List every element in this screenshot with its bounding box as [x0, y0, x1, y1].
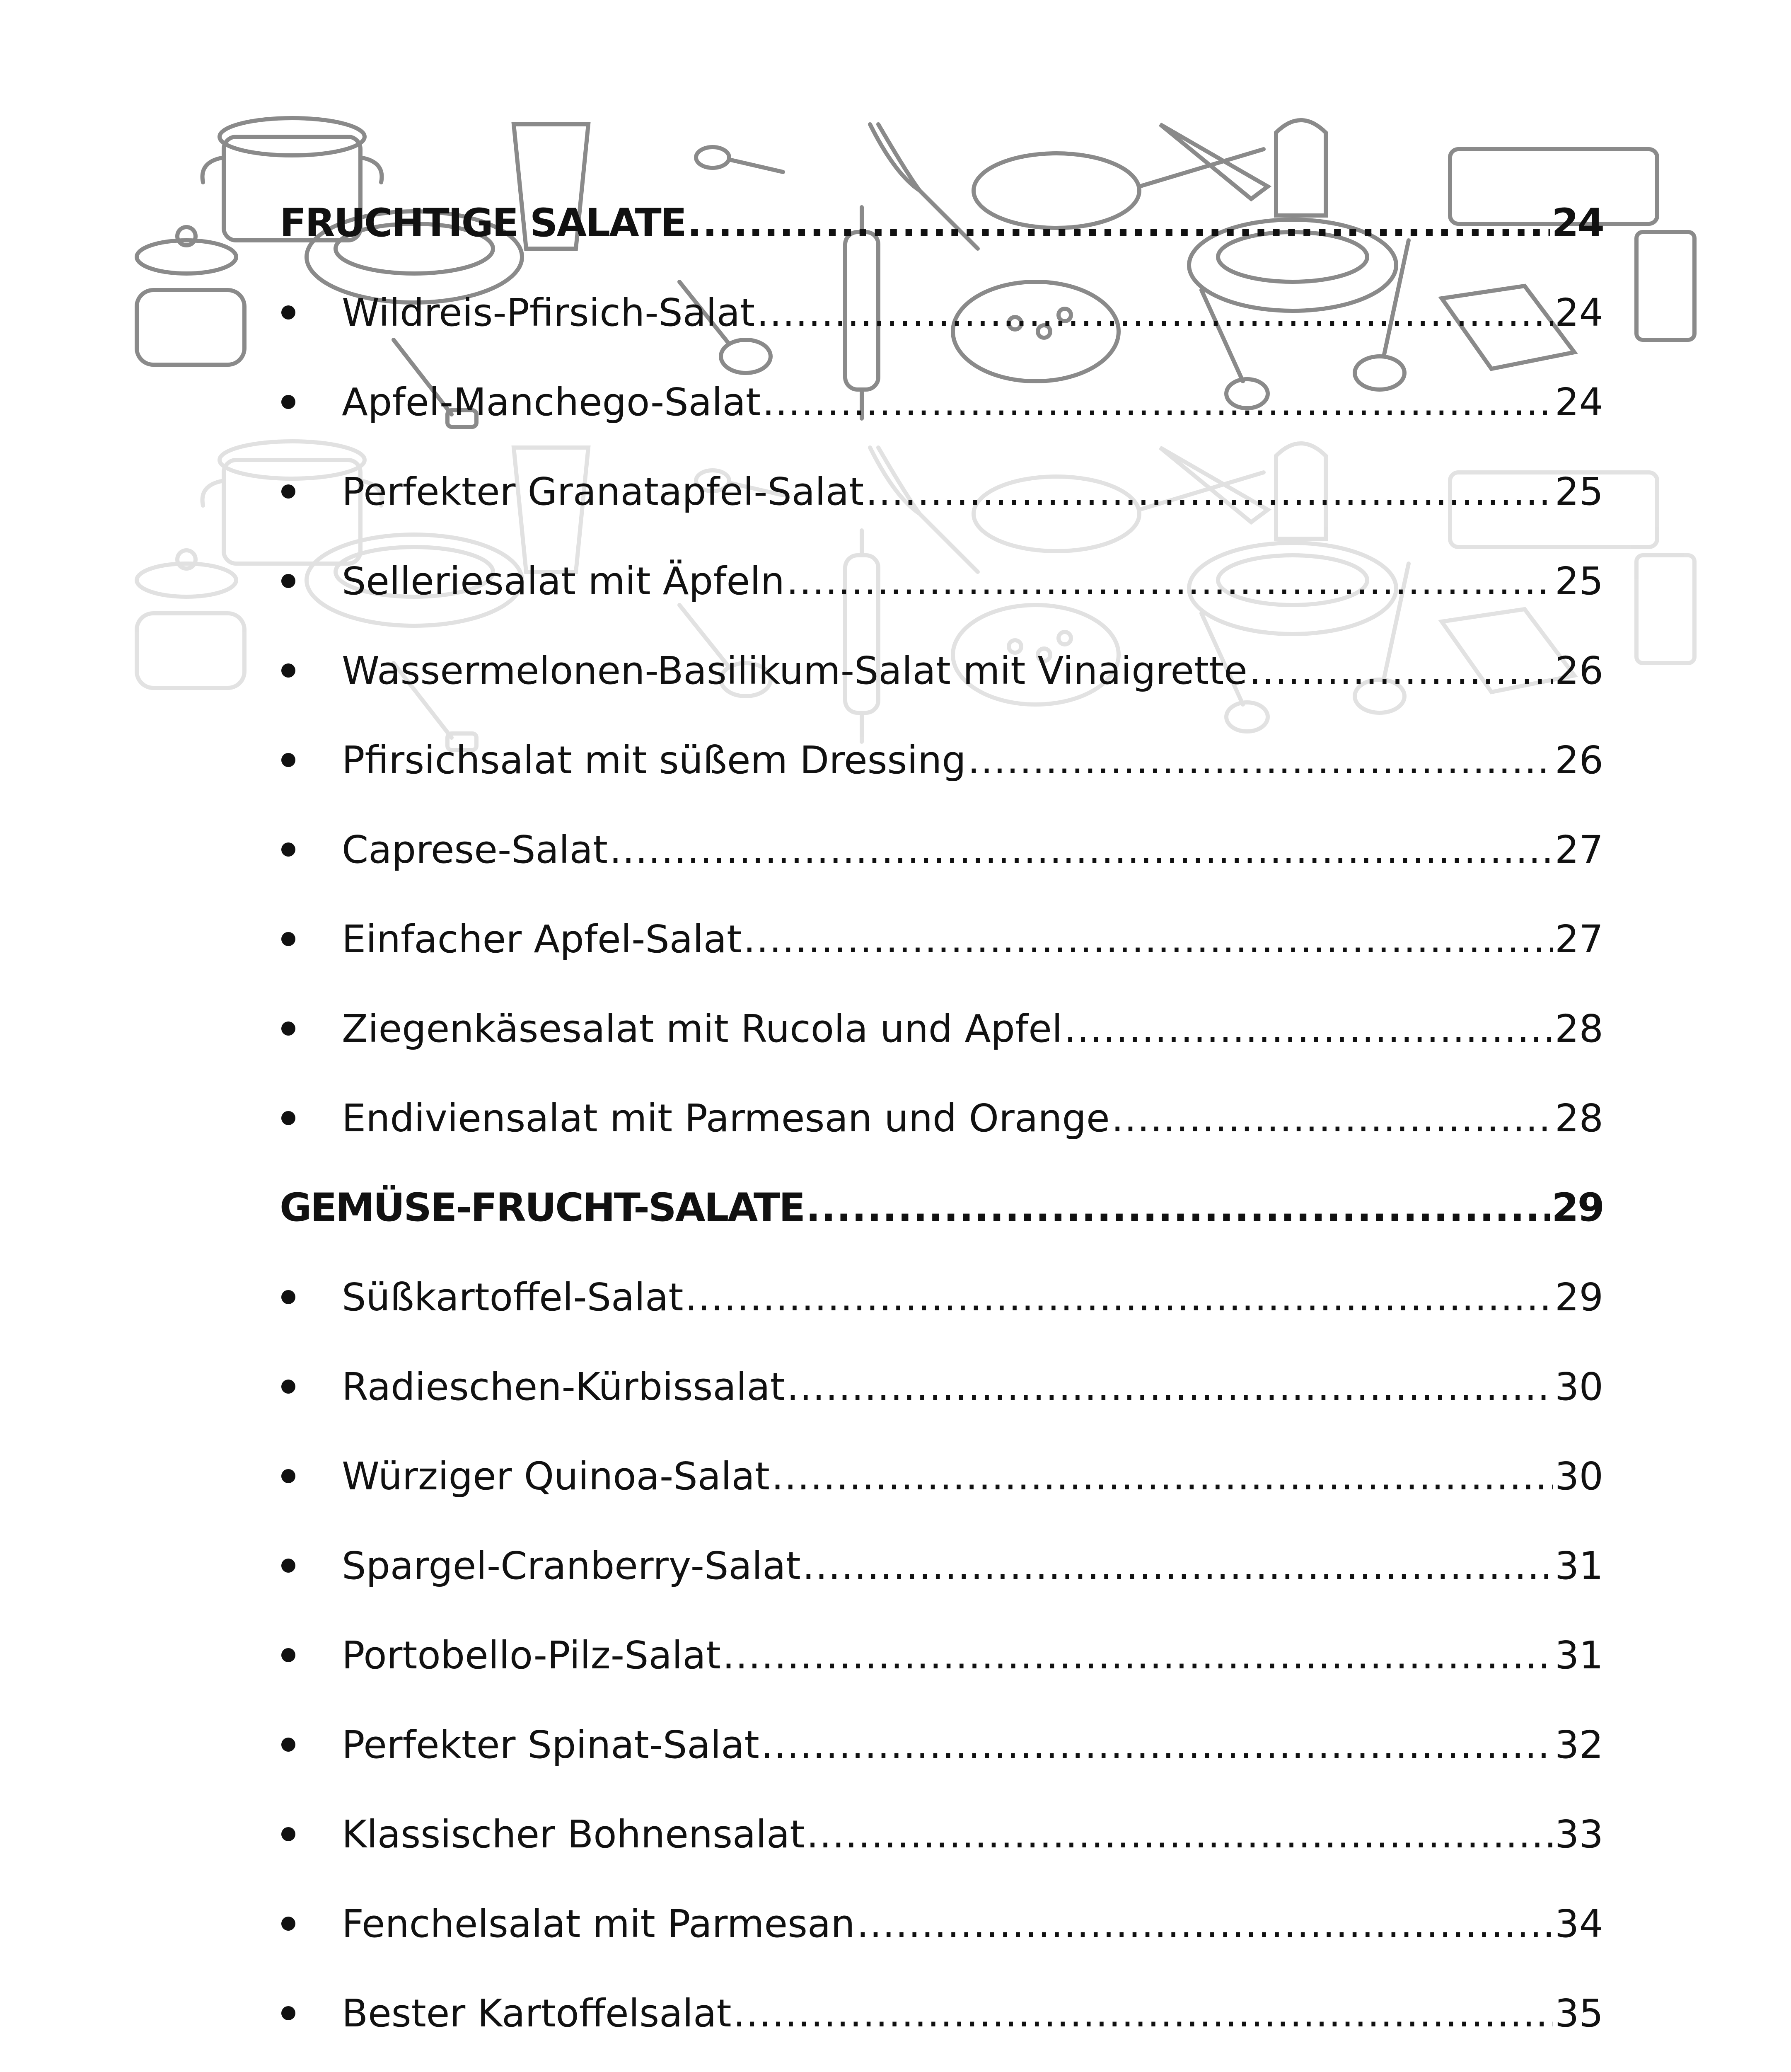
bullet-icon: [281, 663, 295, 678]
dot-leader: [786, 559, 1553, 603]
toc-entry[interactable]: [280, 268, 1603, 357]
dot-leader: [687, 201, 1550, 245]
toc-page-number: 27: [1554, 917, 1603, 961]
toc-entry-title: Würziger Quinoa-Salat: [342, 1454, 770, 1498]
toc-page-number: 28: [1554, 1096, 1603, 1140]
toc-entry-title: GEMÜSE-FRUCHT-SALATE: [280, 1185, 805, 1230]
bullet-icon: [281, 1827, 295, 1841]
dot-leader: [733, 1991, 1553, 2036]
bullet-icon: [281, 753, 295, 767]
bullet-icon: [281, 305, 295, 320]
bullet-icon: [281, 1648, 295, 1662]
toc-section-heading[interactable]: [280, 178, 1603, 268]
toc-page-number: 27: [1554, 827, 1603, 872]
toc-entry-title: Spargel-Cranberry-Salat: [342, 1543, 801, 1588]
bullet-icon: [281, 842, 295, 857]
bullet-icon: [281, 1021, 295, 1036]
bullet-icon: [281, 1111, 295, 1125]
bullet-icon: [281, 484, 295, 499]
toc-entry-title: Einfacher Apfel-Salat: [342, 917, 742, 961]
toc-entry-title: Ziegenkäsesalat mit Rucola und Apfel: [342, 1006, 1063, 1051]
toc-entry[interactable]: [280, 805, 1603, 894]
toc-entry-title: Endiviensalat mit Parmesan und Orange: [342, 1096, 1110, 1140]
dot-leader: [1112, 1096, 1553, 1140]
toc-entry[interactable]: [280, 1431, 1603, 1521]
dot-leader: [865, 470, 1553, 514]
dot-leader: [743, 917, 1553, 961]
dot-leader: [806, 1186, 1550, 1230]
toc-page-number: 28: [1554, 1006, 1603, 1051]
toc-page-number: 31: [1554, 1543, 1603, 1588]
toc-entry-title: Apfel-Manchego-Salat: [342, 380, 761, 424]
toc-page-number: 30: [1554, 1454, 1603, 1498]
toc-page-number: 25: [1554, 469, 1603, 514]
toc-entry-title: Selleriesalat mit Äpfeln: [342, 559, 785, 603]
toc-page-number: 29: [1554, 1275, 1603, 1319]
dot-leader: [762, 380, 1553, 424]
toc-entry[interactable]: [280, 1879, 1603, 1968]
table-of-contents: [280, 178, 1603, 2072]
toc-entry-title: Caprese-Salat: [342, 827, 608, 872]
dot-leader: [723, 1633, 1553, 1677]
toc-entry-title: Wildreis-Pfirsich-Salat: [342, 290, 755, 335]
bullet-icon: [281, 574, 295, 588]
toc-entry-title: Perfekter Granatapfel-Salat: [342, 469, 864, 514]
toc-page-number: 25: [1554, 559, 1603, 603]
toc-page-number: 24: [1554, 290, 1603, 335]
toc-section-heading[interactable]: [280, 1163, 1603, 1252]
toc-entry[interactable]: [280, 984, 1603, 1073]
toc-entry-title: Fenchelsalat mit Parmesan: [342, 1901, 855, 1946]
dot-leader: [1064, 1007, 1553, 1051]
toc-section-heading[interactable]: [280, 2058, 1603, 2072]
dot-leader: [806, 1812, 1553, 1857]
toc-page-number: 24: [1552, 200, 1603, 246]
dot-leader: [761, 1723, 1553, 1767]
toc-page-number: 33: [1554, 1812, 1603, 1857]
toc-page-number: 32: [1554, 1722, 1603, 1767]
toc-entry[interactable]: [280, 626, 1603, 715]
toc-entry-title: Klassischer Bohnensalat: [342, 1812, 805, 1857]
toc-entry[interactable]: [280, 894, 1603, 984]
bullet-icon: [281, 1380, 295, 1394]
bullet-icon: [281, 1290, 295, 1304]
bullet-icon: [281, 2006, 295, 2020]
toc-page-number: 34: [1554, 1901, 1603, 1946]
dot-leader: [802, 1544, 1553, 1588]
bullet-icon: [281, 1559, 295, 1573]
bullet-icon: [281, 395, 295, 409]
toc-entry[interactable]: [280, 1789, 1603, 1879]
toc-entry[interactable]: [280, 715, 1603, 805]
toc-entry[interactable]: [280, 447, 1603, 536]
dot-leader: [968, 738, 1553, 782]
toc-entry[interactable]: [280, 1700, 1603, 1789]
toc-entry[interactable]: [280, 1521, 1603, 1610]
dot-leader: [757, 290, 1553, 335]
bullet-icon: [281, 1917, 295, 1931]
dot-leader: [771, 1454, 1553, 1498]
toc-entry[interactable]: [280, 1073, 1603, 1163]
toc-entry-title: Portobello-Pilz-Salat: [342, 1633, 721, 1677]
toc-page-number: 30: [1554, 1364, 1603, 1409]
toc-page-number: 29: [1552, 1185, 1603, 1230]
toc-page-number: 24: [1554, 380, 1603, 424]
toc-entry-title: Pfirsichsalat mit süßem Dressing: [342, 738, 966, 782]
dot-leader: [787, 1365, 1553, 1409]
toc-entry-title: Radieschen-Kürbissalat: [342, 1364, 785, 1409]
toc-page-number: 26: [1554, 738, 1603, 782]
toc-page-number: 31: [1554, 1633, 1603, 1677]
toc-entry-title: FRUCHTIGE SALATE: [280, 200, 686, 246]
bullet-icon: [281, 1469, 295, 1483]
dot-leader: [609, 828, 1553, 872]
toc-entry-title: Perfekter Spinat-Salat: [342, 1722, 759, 1767]
toc-page-number: 35: [1554, 1991, 1603, 2036]
dot-leader: [685, 1275, 1553, 1319]
toc-entry-title: Bester Kartoffelsalat: [342, 1991, 732, 2036]
bullet-icon: [281, 932, 295, 946]
toc-entry[interactable]: [280, 1252, 1603, 1342]
toc-entry[interactable]: [280, 357, 1603, 447]
dot-leader: [857, 1902, 1553, 1946]
toc-entry[interactable]: [280, 536, 1603, 626]
toc-entry[interactable]: [280, 1342, 1603, 1431]
toc-page-number: 26: [1554, 648, 1603, 693]
toc-entry[interactable]: [280, 1968, 1603, 2058]
toc-entry-title: Süßkartoffel-Salat: [342, 1275, 684, 1319]
toc-entry[interactable]: [280, 1610, 1603, 1700]
dot-leader: [1249, 649, 1553, 693]
bullet-icon: [281, 1738, 295, 1752]
toc-entry-title: Wassermelonen-Basilikum-Salat mit Vinaigrette: [342, 648, 1247, 693]
